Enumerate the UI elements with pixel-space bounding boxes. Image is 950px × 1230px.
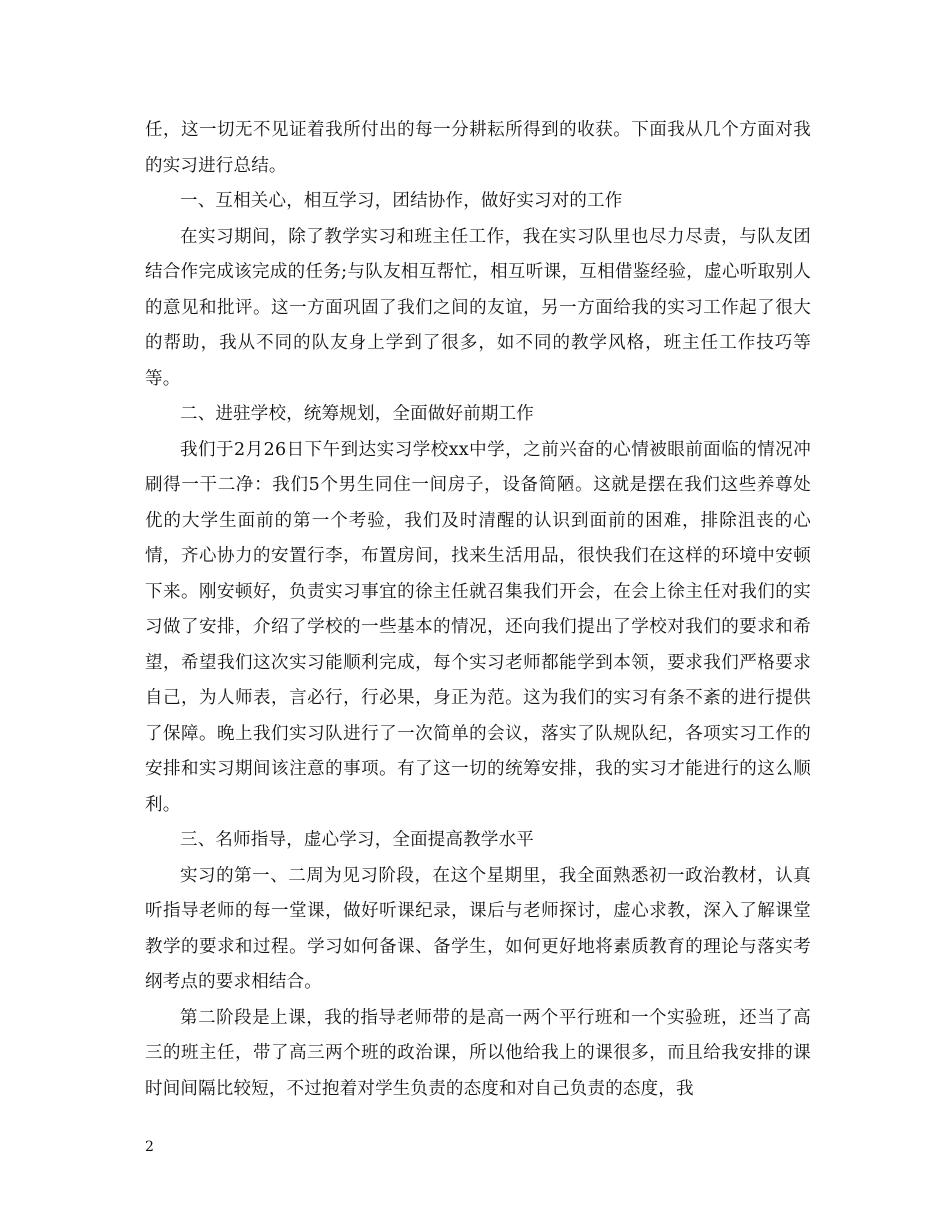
paragraph: 实习的第一、二周为见习阶段，在这个星期里，我全面熟悉初一政治教材，认真听指导老师的每一堂课，做好听课纪录，课后与老师探讨，虚心求教，深入了解课堂教学的要求和过程。学习如何备课、备学生，如何更好地将素质教育的理论与落实考纲考点的要求相结合。: [145, 865, 811, 992]
section-heading-3: 三、名师指导，虚心学习，全面提高教学水平: [180, 830, 534, 850]
page-number: 2: [145, 1139, 154, 1155]
section-heading-2: 二、进驻学校，统筹规划，全面做好前期工作: [180, 404, 534, 424]
paragraph: 第二阶段是上课，我的指导老师带的是高一两个平行班和一个实验班，还当了高三的班主任，带了高三两个班的政治课，所以他给我上的课很多，而且给我安排的课时间间隔比较短，不过抱着对学生负责的态度和对自己负责的态度，我: [145, 1007, 811, 1099]
paragraph: 在实习期间，除了教学实习和班主任工作，我在实习队里也尽力尽责，与队友团结合作完成该完成的任务;与队友相互帮忙，相互听课，互相借鉴经验，虚心听取别人的意见和批评。这一方面巩固了我们之间的友谊，另一方面给我的实习工作起了很大的帮助，我从不同的队友身上学到了很多，如不同的教学风格，班主任工作技巧等等。: [145, 226, 811, 389]
paragraph: 我们于2月26日下午到达实习学校xx中学，之前兴奋的心情被眼前面临的情况冲刷得一干二净：我们5个男生同住一间房子，设备简陋。这就是摆在我们这些养尊处优的大学生面前的第一个考验，我们及时清醒的认识到面前的困难，排除沮丧的心情，齐心协力的安置行李，布置房间，找来生活用品，很快我们在这样的环境中安顿下来。刚安顿好，负责实习事宜的徐主任就召集我们开会，在会上徐主任对我们的实习做了安排，介绍了学校的一些基本的情况，还向我们提出了学校对我们的要求和希望，希望我们这次实习能顺利完成，每个实习老师都能学到本领，要求我们严格要求自己，为人师表，言必行，行必果，身正为范。这为我们的实习有条不紊的进行提供了保障。晚上我们实习队进行了一次简单的会议，落实了队规队纪，各项实习工作的安排和实习期间该注意的事项。有了这一切的统筹安排，我的实习才能进行的这么顺利。: [145, 439, 811, 815]
section-heading-1: 一、互相关心，相互学习，团结协作，做好实习对的工作: [180, 191, 623, 211]
document-body: [145, 113, 811, 1107]
paragraph-continuation: 任，这一切无不见证着我所付出的每一分耕耘所得到的收获。下面我从几个方面对我的实习进行总结。: [145, 120, 811, 176]
